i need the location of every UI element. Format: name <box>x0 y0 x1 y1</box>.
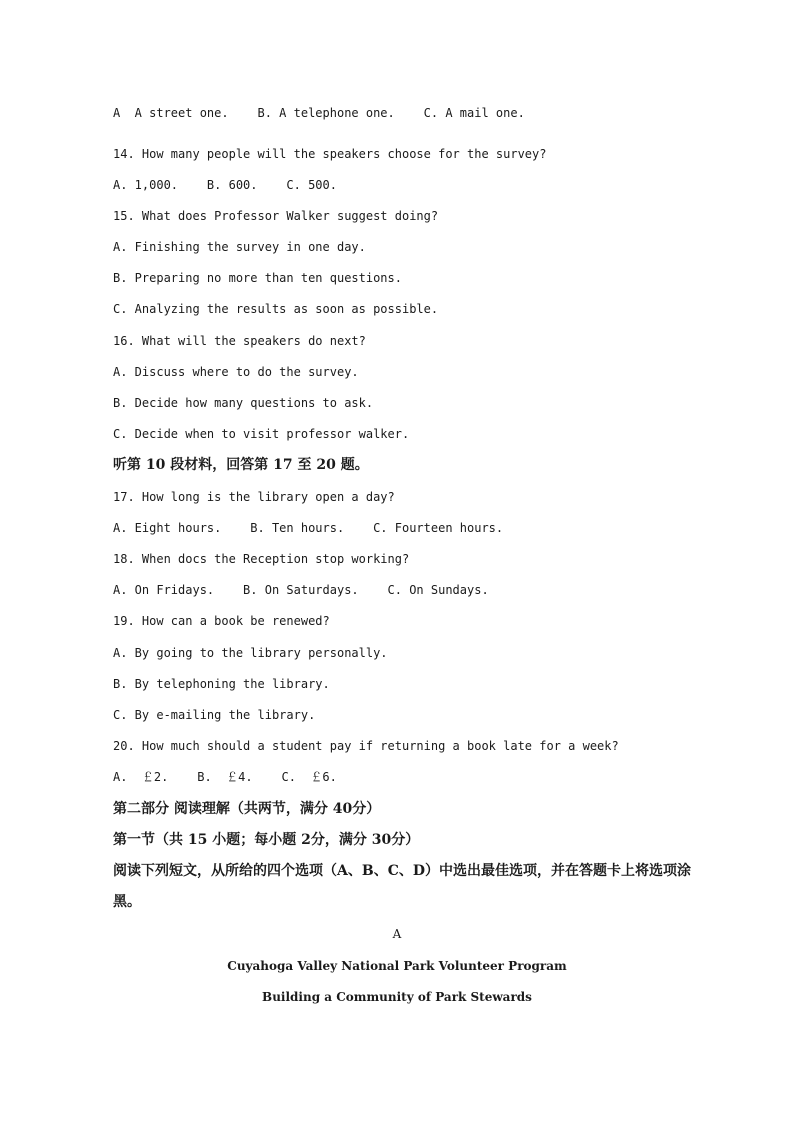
question-18: 18. When docs the Reception stop working? <box>113 552 410 566</box>
question-19-option-b: B. By telephoning the library. <box>113 677 330 691</box>
question-20: 20. How much should a student pay if returning a book late for a week? <box>113 739 619 753</box>
section-10-heading: 听第 10 段材料，回答第 17 至 20 题。 <box>113 457 369 473</box>
question-16: 16. What will the speakers do next? <box>113 334 366 348</box>
question-14: 14. How many people will the speakers choose for the survey? <box>113 147 547 161</box>
question-18-options: A. On Fridays. B. On Saturdays. C. On Sundays. <box>113 583 489 597</box>
question-19-option-a: A. By going to the library personally. <box>113 646 388 660</box>
question-16-option-a: A. Discuss where to do the survey. <box>113 365 359 379</box>
section-1-heading: 第一节（共 15 小题；每小题 2分，满分 30分） <box>113 832 420 848</box>
question-19-option-c: C. By e-mailing the library. <box>113 708 316 722</box>
passage-title: Cuyahoga Valley National Park Volunteer Program <box>227 959 567 973</box>
passage-subtitle: Building a Community of Park Stewards <box>262 990 532 1004</box>
question-20-options: A. ￡2. B. ￡4. C. ￡6. <box>113 770 337 784</box>
question-15-option-c: C. Analyzing the results as soon as possible. <box>113 302 439 316</box>
question-19: 19. How can a book be renewed? <box>113 614 330 628</box>
question-15-option-b: B. Preparing no more than ten questions. <box>113 271 402 285</box>
part-2-heading: 第二部分 阅读理解（共两节，满分 40分） <box>113 801 381 817</box>
question-16-option-c: C. Decide when to visit professor walker. <box>113 427 410 441</box>
instructions-line-2: 黑。 <box>113 894 141 910</box>
passage-letter: A <box>392 927 402 941</box>
instructions-line-1: 阅读下列短文，从所给的四个选项（A、B、C、D）中选出最佳选项，并在答题卡上将选项涂 <box>113 863 691 879</box>
question-16-option-b: B. Decide how many questions to ask. <box>113 396 374 410</box>
question-15-option-a: A. Finishing the survey in one day. <box>113 240 366 254</box>
question-15: 15. What does Professor Walker suggest doing? <box>113 209 439 223</box>
question-17: 17. How long is the library open a day? <box>113 490 395 504</box>
q13-options: A A street one. B. A telephone one. C. A mail one. <box>113 106 525 120</box>
question-17-options: A. Eight hours. B. Ten hours. C. Fourteen hours. <box>113 521 504 535</box>
question-14-options: A. 1,000. B. 600. C. 500. <box>113 178 337 192</box>
